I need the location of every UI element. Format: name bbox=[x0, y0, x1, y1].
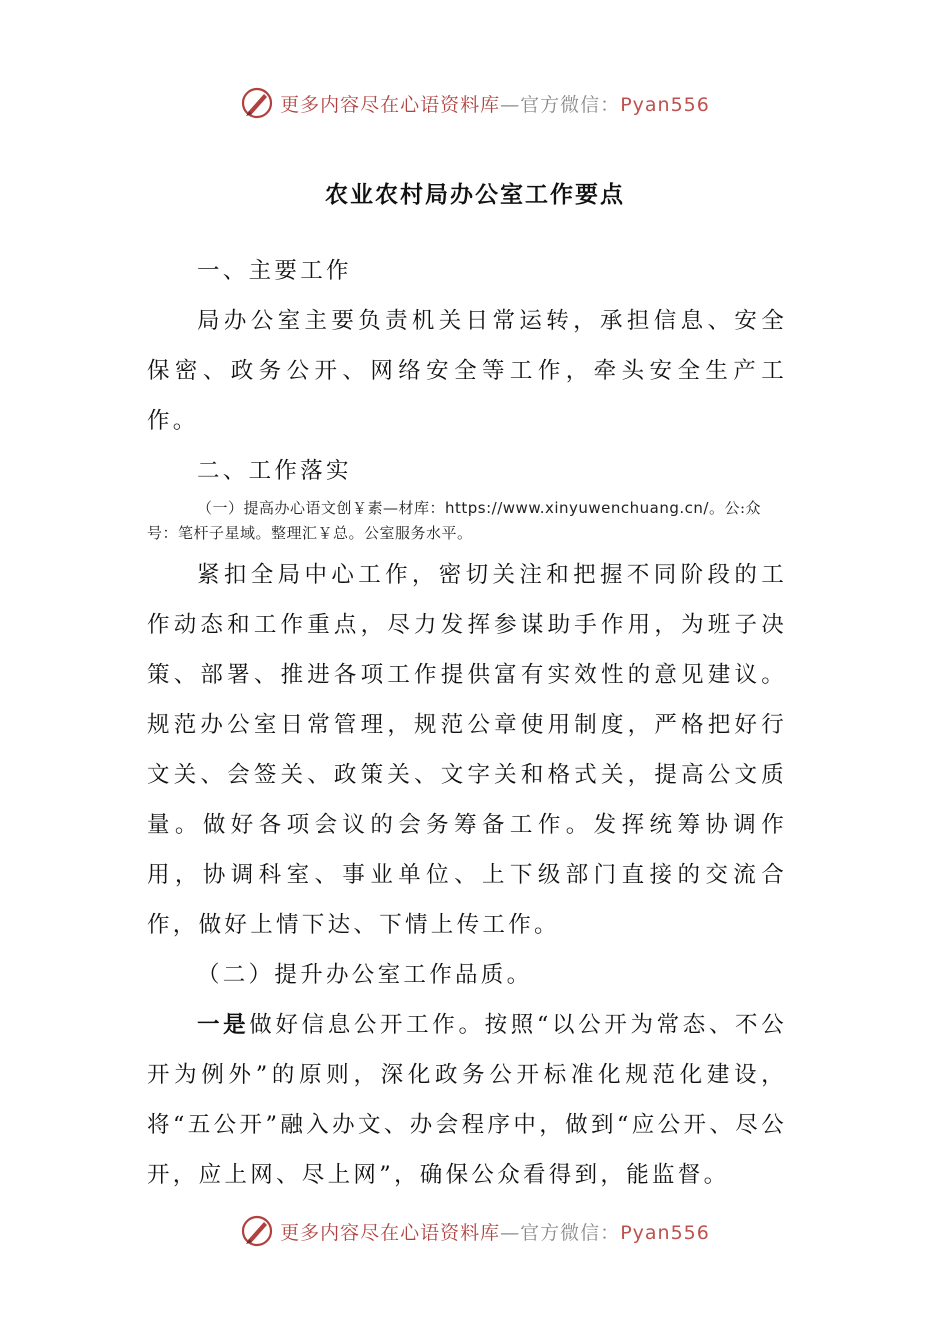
watermark-note: （一）提高办心语文创￥素—材库：https://www.xinyuwenchuang.cn/。公:众号：笔杆子星域。整理汇￥总。公室服务水平。 bbox=[147, 499, 762, 542]
document-body bbox=[147, 246, 787, 1200]
pen-nib-logo-icon bbox=[240, 1214, 274, 1248]
pen-nib-logo-icon bbox=[240, 86, 274, 120]
paragraph-work-focus: 紧扣全局中心工作，密切关注和把握不同阶段的工作动态和工作重点，尽力发挥参谋助手作用，为班子决策、部署、推进各项工作提供富有实效性的意见建议。规范办公室日常管理，规范公章使用制度，严格把好行文关、会签关、政策关、文字关和格式关，提高公文质量。做好各项会议的会务筹备工作。发挥统筹协调作用，协调科室、事业单位、上下级部门直接的交流合作，做好上情下达、下情上传工作。 bbox=[147, 562, 787, 938]
banner-text: 更多内容尽在心语资料库—官方微信：Pyan556 bbox=[280, 93, 710, 116]
document-title: 农业农村局办公室工作要点 bbox=[325, 182, 625, 208]
header-banner bbox=[0, 78, 950, 128]
subheading-2: （二）提升办公室工作品质。 bbox=[197, 962, 533, 988]
paragraph-main-work: 局办公室主要负责机关日常运转，承担信息、安全保密、政务公开、网络安全等工作，牵头安全生产工作。 bbox=[147, 308, 787, 434]
paragraph-info-disclosure: 一是做好信息公开工作。按照“以公开为常态、不公开为例外”的原则，深化政务公开标准化规范化建设，将“五公开”融入办文、办会程序中，做到“应公开、尽公开，应上网、尽上网”，确保公众看得到，能监督。 bbox=[147, 1012, 787, 1188]
section-heading-2: 二、工作落实 bbox=[197, 458, 352, 484]
footer-banner bbox=[0, 1206, 950, 1256]
section-heading-1: 一、主要工作 bbox=[197, 258, 352, 284]
banner-text: 更多内容尽在心语资料库—官方微信：Pyan556 bbox=[280, 1221, 710, 1244]
